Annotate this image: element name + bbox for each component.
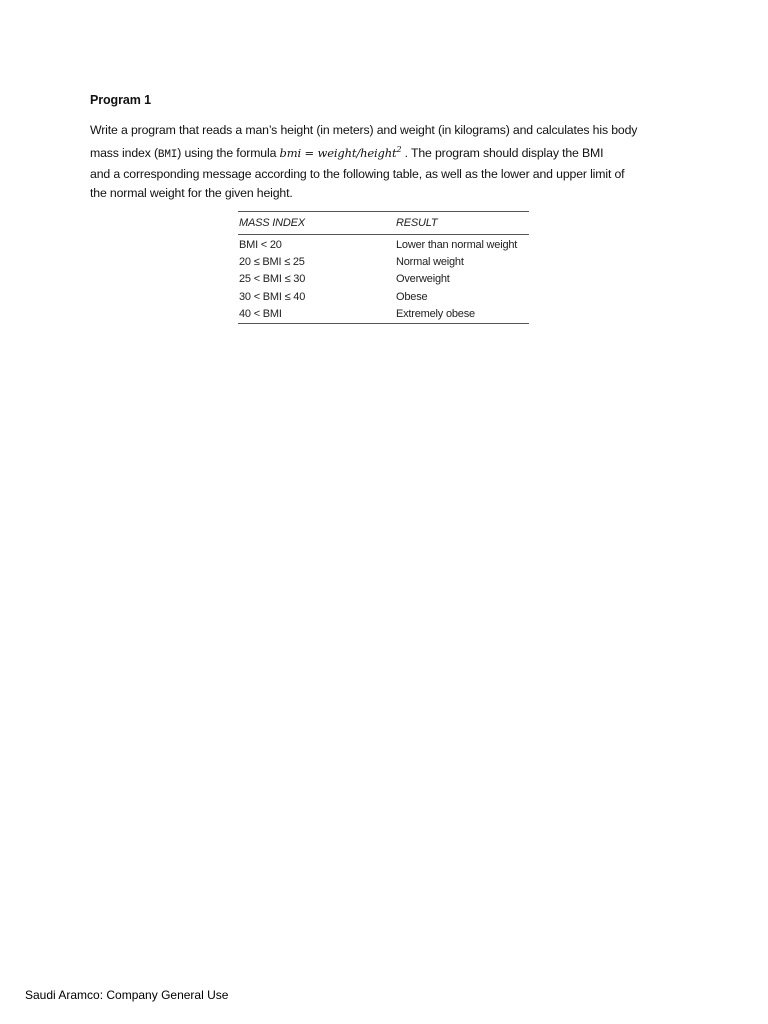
table-header-row [238, 212, 529, 234]
mass-index-cell: 40 < BMI [239, 307, 282, 320]
problem-description [90, 121, 690, 203]
mass-index-cell: 20 ≤ BMI ≤ 25 [239, 255, 305, 268]
table-row [238, 253, 529, 270]
formula-lhs: bmi [279, 145, 302, 160]
description-line-2 [90, 140, 690, 165]
header-result: RESULT [396, 217, 438, 229]
table-row [238, 305, 529, 322]
result-cell: Overweight [396, 273, 450, 286]
bmi-table [238, 211, 529, 324]
mass-index-cell: 25 < BMI ≤ 30 [239, 273, 306, 286]
result-cell: Lower than normal weight [396, 238, 518, 251]
table-bottom-rule [238, 323, 529, 324]
table-body [238, 235, 529, 323]
line2-text-end: . The program should display the BMI [401, 145, 604, 160]
formula-equals: = [301, 145, 318, 160]
mass-index-cell: BMI < 20 [239, 238, 282, 251]
table-row [238, 288, 529, 305]
bmi-code-token: BMI [157, 148, 178, 161]
description-line-1: Write a program that reads a man’s height (in meters) and weight (in kilograms) and calculates his body [90, 123, 638, 137]
description-line-3: and a corresponding message according to the following table, as well as the lower and upper limit of [90, 166, 625, 181]
line2-text-middle: ) using the formula [177, 145, 280, 160]
classification-footer: Saudi Aramco: Company General Use [25, 988, 229, 1002]
formula-rhs: weight/height [317, 145, 397, 160]
mass-index-cell: 30 < BMI ≤ 40 [239, 290, 306, 303]
table-row [238, 271, 529, 288]
header-mass-index: MASS INDEX [239, 217, 305, 229]
description-line-4: the normal weight for the given height. [90, 185, 293, 200]
bmi-formula [280, 146, 402, 160]
result-cell: Extremely obese [396, 307, 475, 320]
page-heading: Program 1 [90, 93, 151, 107]
result-cell: Obese [396, 290, 428, 303]
line2-text-start: mass index ( [90, 145, 158, 160]
table-row [238, 236, 529, 253]
result-cell: Normal weight [396, 255, 464, 268]
formula-exponent: 2 [396, 145, 402, 154]
